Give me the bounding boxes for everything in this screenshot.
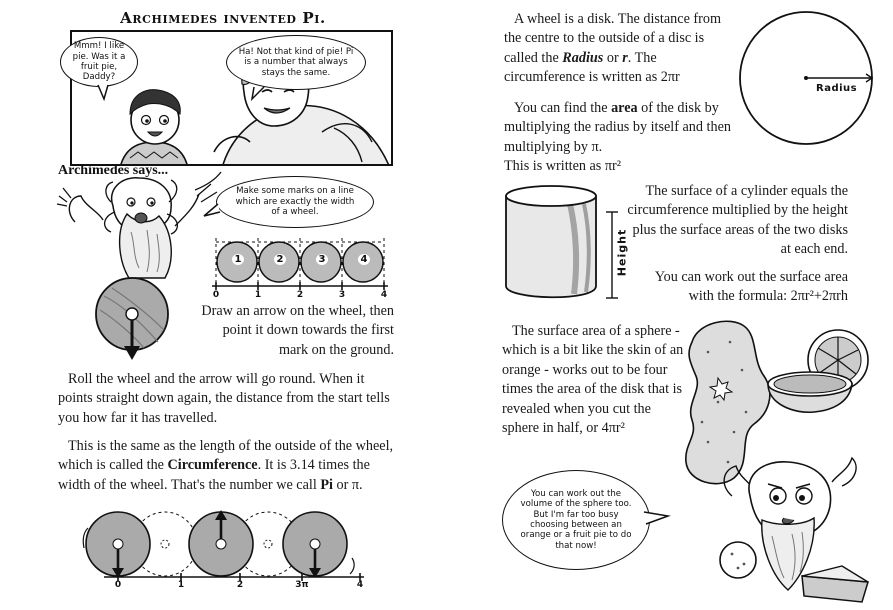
radius-paragraph xyxy=(504,10,732,88)
roll-paragraph: Roll the wheel and the arrow will go round. When it points straight down again, the distance from the start tells you how far it has travelled. xyxy=(58,371,390,426)
bottom-ruler-mark-3: 3π xyxy=(295,580,309,590)
child-speech-text: Mmm! I like pie. Was it a fruit pie, Daddy? xyxy=(72,41,126,83)
area-post: of the disk by multiplying the radius by itself and then multiplying by π. xyxy=(504,100,731,155)
radius-term: Radius xyxy=(562,49,604,66)
orange-halves-illustration xyxy=(764,326,874,416)
height-label: Height xyxy=(615,228,629,277)
circumference-mid: . It is 3.14 times the width of the wheel. That's the number we call xyxy=(58,457,370,493)
wheel-marks-diagram xyxy=(206,232,396,304)
area-term: area xyxy=(611,100,638,116)
archimedes-speech-bubble xyxy=(216,176,374,228)
father-speech-bubble xyxy=(226,35,366,90)
circumference-term: Circumference xyxy=(167,457,258,474)
cylinder-illustration xyxy=(500,182,630,308)
bottom-bubble-tail xyxy=(644,508,670,528)
ruler-mark-4: 4 xyxy=(380,290,388,300)
bottom-ruler-mark-4: 4 xyxy=(356,580,364,590)
cylinder-formula: You can work out the surface area with the formula: 2πr²+2πrh xyxy=(654,269,848,305)
circumference-pre: This is the same as the length of the outside of the wheel, which is called the xyxy=(58,438,394,474)
wheel-with-arrow-illustration xyxy=(94,276,174,362)
father-bubble-tail xyxy=(252,87,272,107)
archimedes-speech-text: Make some marks on a line which are exactly the width of a wheel. xyxy=(235,186,355,218)
area-paragraph xyxy=(504,99,736,157)
archimedes-says-label: Archimedes says... xyxy=(58,163,169,178)
area-formula: This is written as πr² xyxy=(504,158,622,174)
wheel-number-4: 4 xyxy=(358,254,370,265)
page-title: Archimedes invented Pi. xyxy=(120,9,326,27)
child-speech-bubble xyxy=(60,37,138,87)
area-pre: You can find the xyxy=(514,100,612,116)
father-speech-text: Ha! Not that kind of pie! Pi is a number that always stays the same. xyxy=(238,46,354,78)
bottom-speech-text: You can work out the volume of the sphere too. But I'm far too busy choosing between an orange or a fruit pie to do that now! xyxy=(520,488,632,551)
rolling-wheel-diagram xyxy=(84,508,384,598)
right-page xyxy=(446,0,893,610)
cylinder-paragraph: The surface of a cylinder equals the circumference multiplied by the height plus the surface areas of the two disks at each end. xyxy=(627,183,848,258)
ruler-mark-2: 2 xyxy=(296,290,304,300)
ruler-mark-0: 0 xyxy=(212,290,220,300)
circumference-paragraph xyxy=(58,437,396,495)
radius-mid: or xyxy=(603,49,623,66)
wheel-number-2: 2 xyxy=(274,254,286,265)
wheel-number-3: 3 xyxy=(316,254,328,265)
child-bubble-tail xyxy=(96,85,116,105)
bottom-ruler-mark-1: 1 xyxy=(177,580,185,590)
archimedes-pie-illustration xyxy=(692,456,882,606)
ruler-mark-1: 1 xyxy=(254,290,262,300)
archimedes-illustration xyxy=(55,172,225,282)
ruler-mark-3: 3 xyxy=(338,290,346,300)
radius-pre: A wheel is a disk. The distance from the centre to the outside of a disc is called the xyxy=(504,11,721,66)
radius-diagram xyxy=(738,12,878,152)
radius-label: Radius xyxy=(816,83,858,94)
bottom-speech-bubble xyxy=(502,470,650,570)
circumference-post: or π. xyxy=(332,476,363,493)
radius-post: . The circumference is written as 2πr xyxy=(504,49,680,86)
wheel-number-1: 1 xyxy=(232,254,244,265)
sphere-paragraph: The surface area of a sphere - which is a bit like the skin of an orange - works out to be four times the area of the disk that is revealed when you cut the sphere in half, or 4πr² xyxy=(502,323,684,437)
radius-r: r xyxy=(622,49,628,66)
left-page xyxy=(0,0,446,610)
pi-term: Pi xyxy=(320,476,333,493)
bottom-ruler-mark-0: 0 xyxy=(114,580,122,590)
archimedes-bubble-tail xyxy=(204,204,224,224)
bottom-ruler-mark-2: 2 xyxy=(236,580,244,590)
arrow-instruction: Draw an arrow on the wheel, then point it down towards the first mark on the ground. xyxy=(201,303,394,358)
